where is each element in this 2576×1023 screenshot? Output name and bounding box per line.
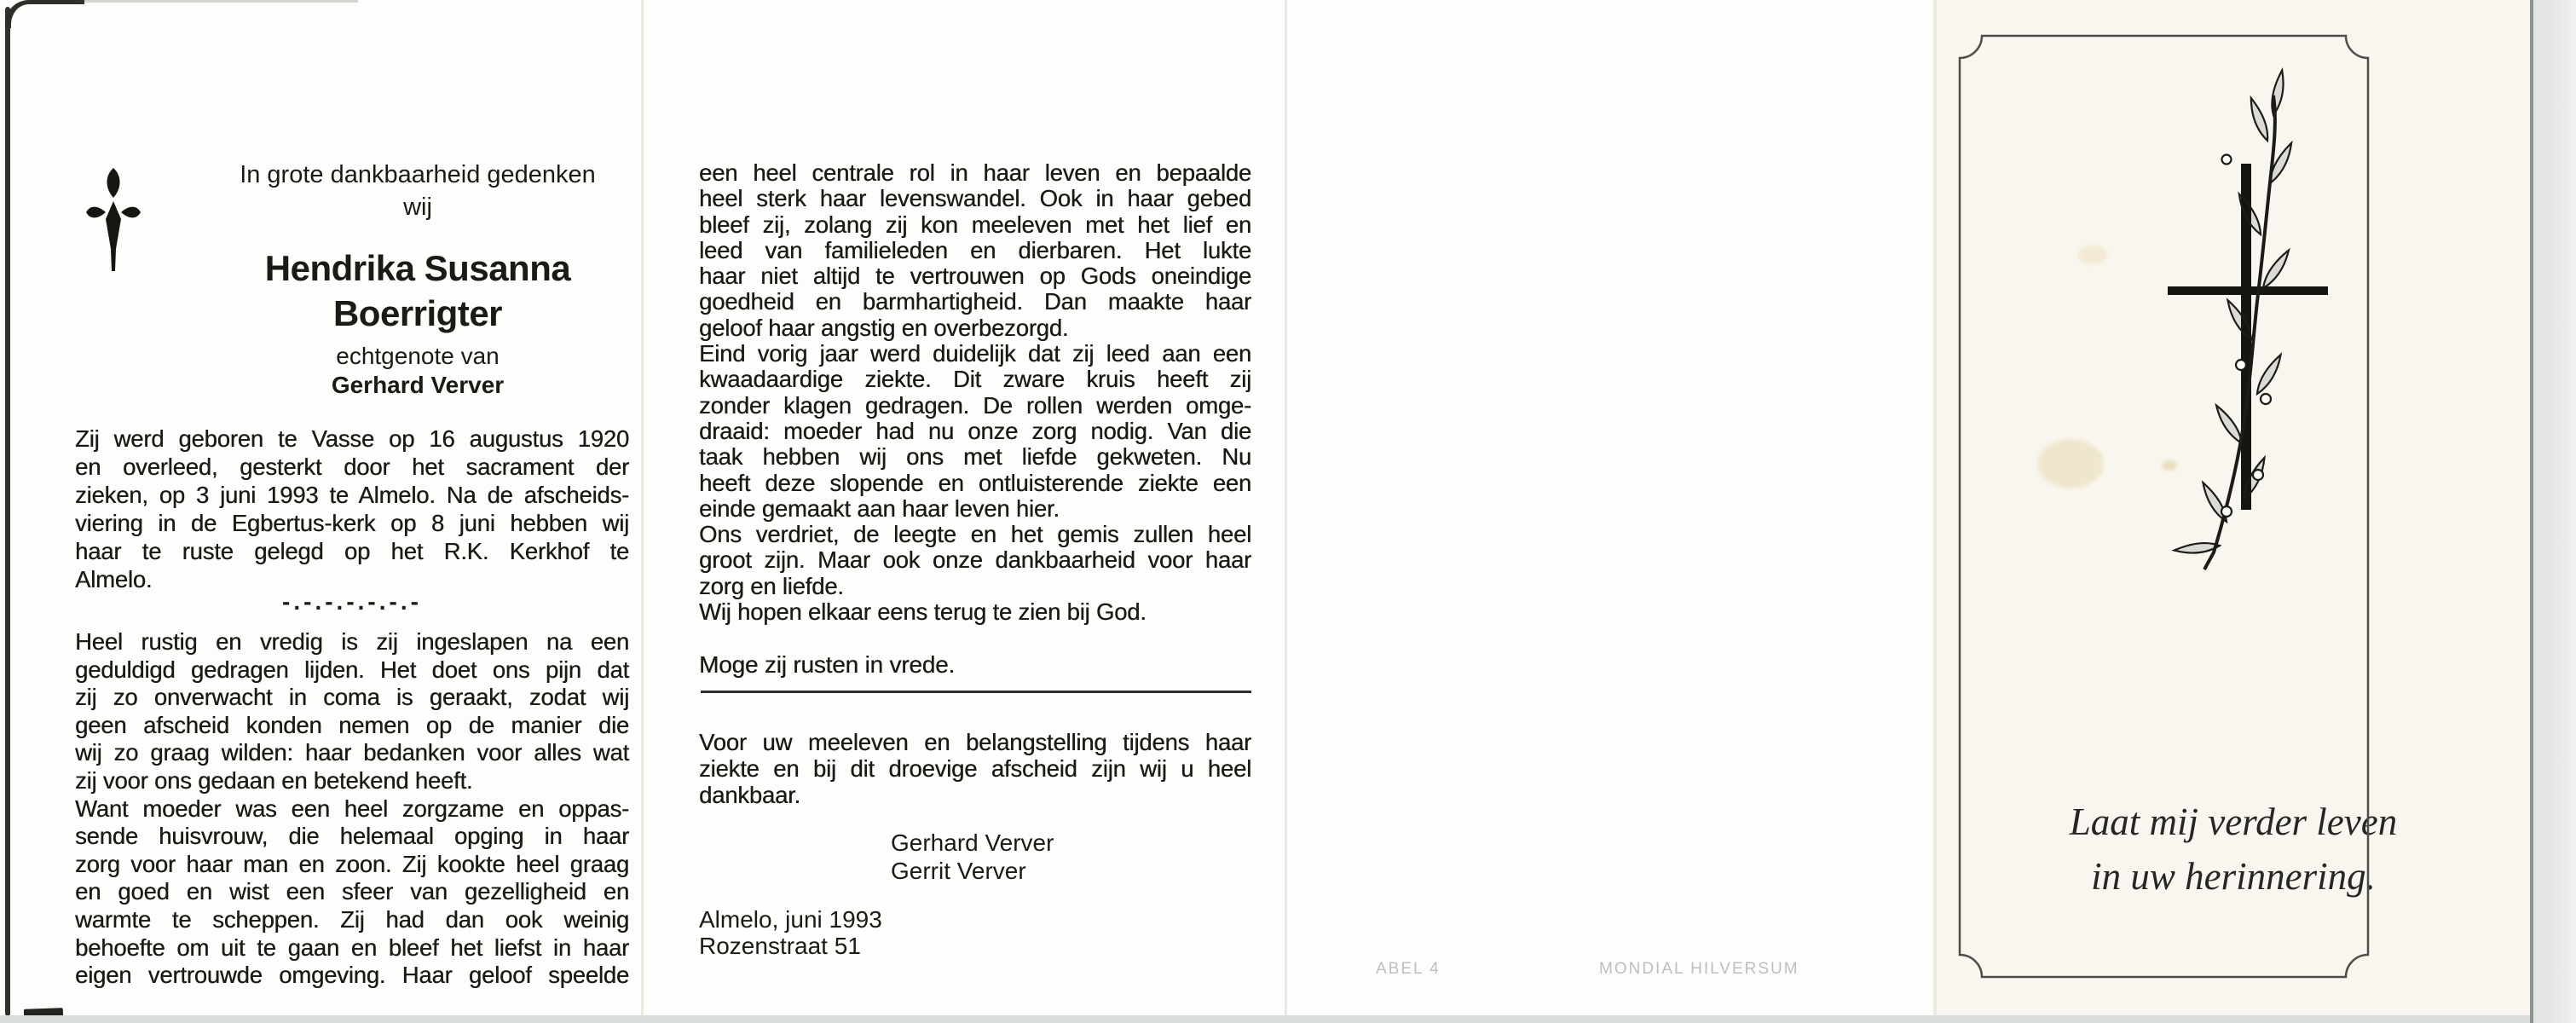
- text-line: Almelo, juni 1993: [699, 906, 882, 933]
- text-line: In grote dankbaarheid gedenken: [240, 161, 596, 188]
- text-line: wij zo graag wilden: haar bedanken voor alles wat: [75, 739, 629, 766]
- card-top-edge: [77, 0, 358, 3]
- text-line: zonder klagen gedragen. De rollen werden omge-: [699, 391, 1251, 419]
- text-line: geen afscheid konden nemen op de manier die: [75, 711, 629, 738]
- signatures: [891, 829, 1232, 885]
- paper-stain: [2162, 460, 2177, 471]
- text-line: zorg en liefde.: [699, 572, 844, 599]
- eulogy-continuation: [699, 160, 1251, 625]
- text-line: kwaadaardige ziekte. Dit zware kruis heeft zij: [699, 366, 1251, 393]
- text-line: warmte te scheppen. Zij had dan ook weinig: [75, 905, 629, 933]
- text-line: goedheid en barmhartigheid. Dan maakte haar: [699, 288, 1251, 315]
- faith-paragraph: [699, 160, 1251, 341]
- text-line: Ons verdriet, de leegte en het gemis zullen heel: [699, 521, 1251, 548]
- text-line: heel sterk haar levenswandel. Ook in haar gebed: [699, 185, 1251, 212]
- text-line: Voor uw meeleven en belangstelling tijdens haar: [699, 729, 1251, 755]
- cover-motto: [1978, 795, 2489, 904]
- rest-in-peace-line: Moge zij rusten in vrede.: [699, 651, 956, 678]
- card-top-left-corner: [5, 0, 84, 28]
- text-line: viering in de Egbertus-kerk op 8 juni hebben wij: [75, 510, 629, 536]
- text-line: dankbaar.: [699, 782, 800, 808]
- text-line: Gerhard Verver: [891, 829, 1054, 856]
- text-line: leed van familieleden en dierbaren. Het lukte: [699, 236, 1251, 263]
- spouse-name: Gerhard Verver: [331, 372, 505, 398]
- text-line: draaid: moeder had nu onze zorg nodig. Van die: [699, 417, 1251, 444]
- text-line: in uw herinnering.: [2091, 855, 2376, 898]
- text-line: haar niet altijd te vertrouwen op Gods oneindige: [699, 263, 1251, 290]
- text-line: taak hebben wij ons met liefde gekweten. Nu: [699, 443, 1251, 471]
- scan-right-edge: [2530, 0, 2576, 1023]
- text-line: Laat mij verder leven: [2069, 800, 2398, 843]
- fold-line-1: [641, 0, 644, 1016]
- text-line: Eind vorig jaar werd duidelijk dat zij leed aan een: [699, 340, 1251, 367]
- fold-line-2: [1285, 0, 1287, 1016]
- text-line: sende huisvrouw, die helemaal opging in haar: [75, 823, 629, 850]
- text-line: Heel rustig en vredig is zij ingeslapen na een: [75, 628, 629, 655]
- relation-label: echtgenote van: [336, 343, 500, 369]
- text-line: een heel centrale rol in haar leven en bepaalde: [699, 159, 1251, 186]
- text-line: geloof haar angstig en overbezorgd.: [699, 314, 1069, 341]
- printer-mark-abel: ABEL 4: [1376, 960, 1441, 978]
- eulogy-paragraph-2: [75, 795, 629, 990]
- text-line: geduldigd gedragen lijden. Het doet ons pijn dat: [75, 656, 629, 683]
- text-line: wij: [403, 194, 432, 221]
- grief-paragraph: [699, 522, 1251, 599]
- paper-stain: [2037, 439, 2104, 488]
- biography-paragraph: [75, 425, 629, 593]
- text-line: bleef zij, zolang zij kon meeleven met het lief en: [699, 211, 1251, 238]
- eulogy-paragraph-1: [75, 628, 629, 795]
- section-divider: -.-.-.-.-.-.-: [282, 588, 422, 615]
- text-line: zieken, op 3 juni 1993 te Almelo. Na de afscheids-: [75, 482, 629, 508]
- paper-stain: [2078, 246, 2107, 264]
- place-and-date: [699, 906, 1040, 959]
- text-line: Zij werd geboren te Vasse op 16 augustus 1920: [75, 425, 629, 452]
- text-line: groot zijn. Maar ook onze dankbaarheid voor haar: [699, 546, 1251, 574]
- text-line: eigen vertrouwde omgeving. Haar geloof speelde: [75, 962, 629, 989]
- scan-bottom-edge: [0, 1015, 2576, 1023]
- text-line: Want moeder was een heel zorgzame en oppas-: [75, 795, 629, 822]
- hope-line: [699, 599, 1251, 625]
- text-line: zij voor ons gedaan en betekend heeft.: [75, 766, 473, 794]
- horizontal-rule: [701, 691, 1251, 693]
- text-line: Wij hopen elkaar eens terug te zien bij God.: [699, 598, 1146, 626]
- cross-icon: [86, 168, 141, 271]
- eulogy-paragraphs: [75, 628, 629, 990]
- text-line: ziekte en bij dit droevige afscheid zijn wij u heel: [699, 755, 1251, 782]
- illness-paragraph: [699, 341, 1251, 522]
- text-line: heeft deze slopende en ontluisterende ziekte een: [699, 469, 1251, 496]
- text-line: en goed en wist een sfeer van gezelligheid en: [75, 878, 629, 905]
- text-line: Rozenstraat 51: [699, 933, 861, 959]
- text-line: zorg voor haar man en zoon. Zij kookte heel graag: [75, 850, 629, 877]
- text-line: Almelo.: [75, 566, 153, 592]
- text-line: zij zo onverwacht in coma is geraakt, zodat wij: [75, 684, 629, 711]
- printer-mark-mondial: MONDIAL HILVERSUM: [1599, 960, 1799, 978]
- text-line: en overleed, gesterkt door het sacrament der: [75, 454, 629, 480]
- card-left-edge: [5, 7, 10, 1016]
- deceased-name: [153, 246, 682, 336]
- text-line: einde gemaakt aan haar leven hier.: [699, 494, 1060, 522]
- text-line: Gerrit Verver: [891, 858, 1026, 884]
- text-line: Boerrigter: [332, 293, 503, 333]
- text-line: Hendrika Susanna: [264, 248, 571, 288]
- text-line: haar te ruste gelegd op het R.K. Kerkhof te: [75, 538, 629, 564]
- thanks-paragraph: [699, 729, 1251, 808]
- memorial-intro: [206, 159, 629, 223]
- text-line: behoefte om uit te gaan en bleef het liefst in haar: [75, 933, 629, 961]
